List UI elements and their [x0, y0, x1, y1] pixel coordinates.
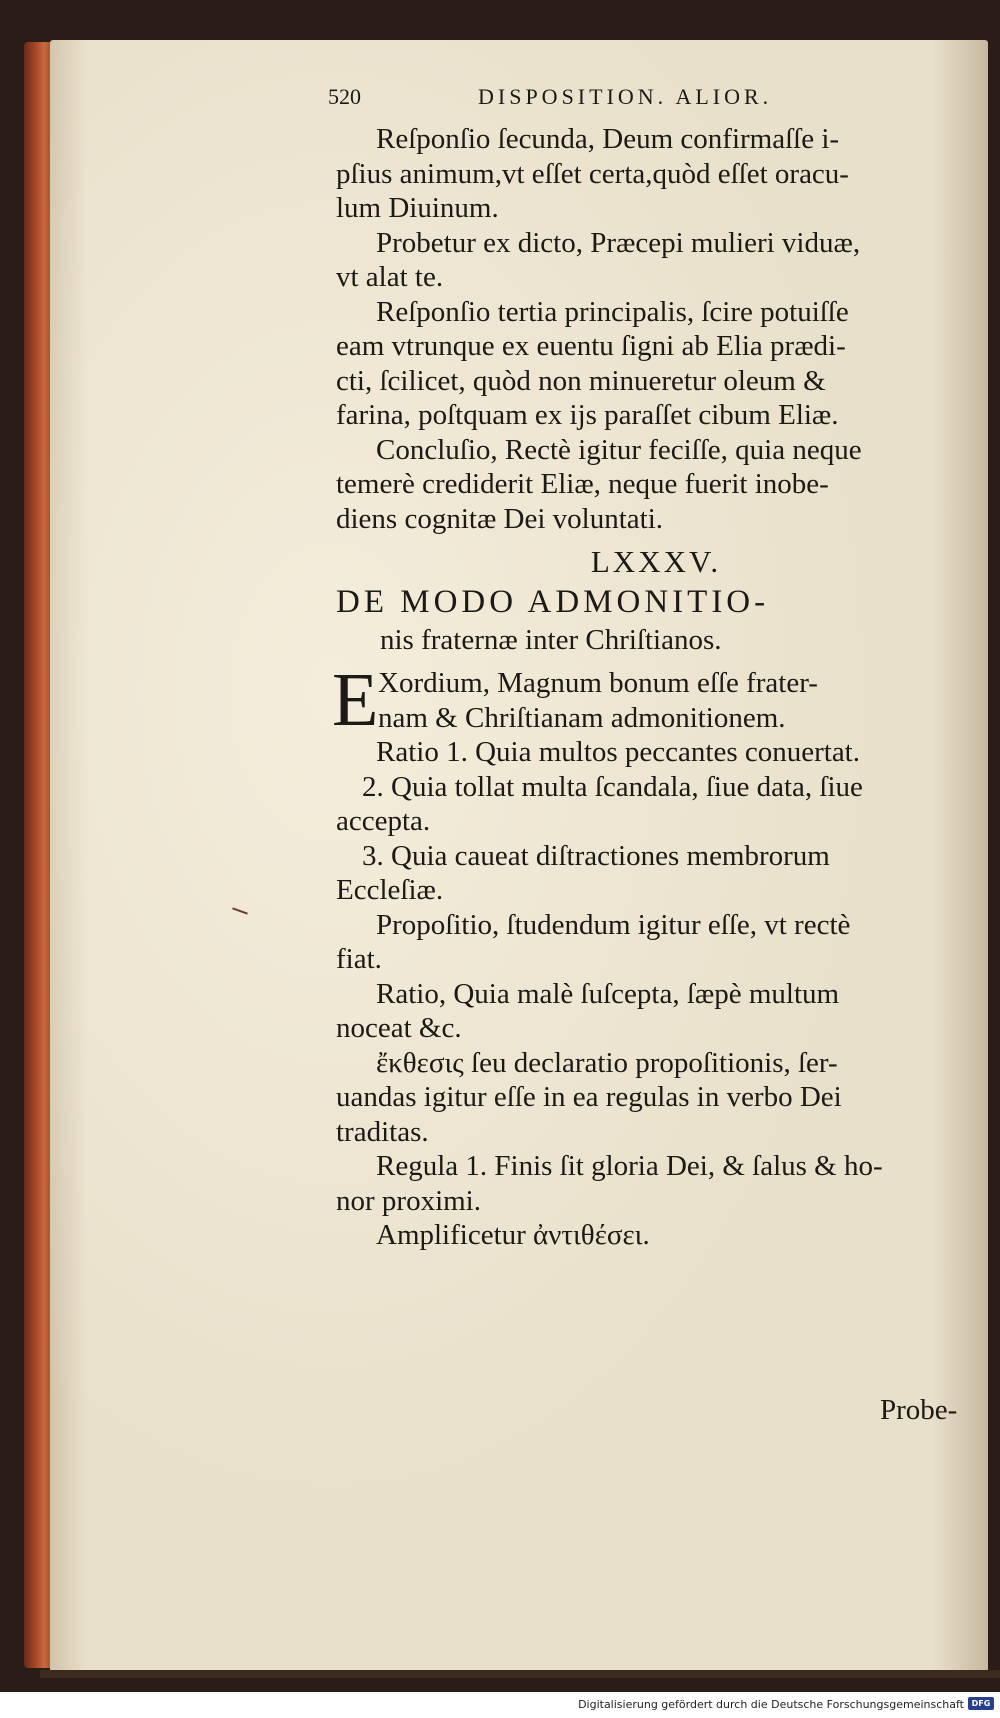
text-line: uandas igitur eſſe in ea regulas in verbo Dei	[336, 1081, 842, 1113]
paragraph	[336, 839, 976, 908]
text-line: cti, ſcilicet, quòd non minueretur oleum &	[336, 364, 826, 397]
page-number: 520	[328, 84, 361, 109]
paragraph	[336, 433, 976, 537]
drop-cap: E	[332, 658, 379, 742]
paragraph	[336, 735, 976, 770]
text-line: vt alat te.	[336, 261, 444, 293]
exordium-paragraph	[332, 658, 976, 742]
paragraph	[336, 770, 976, 839]
paragraph	[336, 1218, 976, 1253]
text-line: Concluſio, Rectè igitur feciſſe, quia neque	[376, 433, 862, 466]
text-line: Probetur ex dicto, Præcepi mulieri viduæ,	[376, 226, 861, 259]
text-line: diens cognitæ Dei voluntati.	[336, 502, 664, 535]
text-block	[332, 122, 976, 1253]
text-line: pſius animum,vt eſſet certa,quòd eſſet oracu-	[336, 157, 849, 190]
paragraph	[336, 908, 976, 977]
paragraph	[336, 295, 976, 433]
text-line: Ratio, Quia malè ſuſcepta, ſæpè multum	[376, 977, 840, 1010]
paragraph	[336, 1046, 976, 1150]
catchword: Probe-	[880, 1394, 958, 1426]
paragraph	[336, 977, 976, 1046]
text-line: Eccleſiæ.	[336, 874, 444, 906]
text-line: traditas.	[336, 1115, 429, 1148]
paragraph	[336, 226, 976, 295]
text-line: Regula 1. Finis ſit gloria Dei, & ſalus & ho-	[376, 1150, 883, 1182]
text-line: lum Diuinum.	[336, 192, 499, 224]
text-line: farina, poſtquam ex ijs paraſſet cibum Eliæ.	[336, 399, 839, 431]
section-number: LXXXV.	[590, 544, 722, 579]
dfg-logo-icon: DFG	[968, 1697, 994, 1710]
text-line: Xordium, Magnum bonum eſſe frater-	[378, 667, 818, 699]
text-line: fiat.	[336, 943, 382, 975]
text-line: nam & Chriſtianam admonitionem.	[378, 701, 786, 734]
text-line: 3. Quia caueat diſtractiones membrorum	[362, 839, 830, 872]
text-line: noceat &c.	[336, 1012, 462, 1044]
text-line: nor proximi.	[336, 1184, 481, 1217]
paragraph	[336, 122, 976, 226]
text-line: Ratio 1. Quia multos peccantes conuertat.	[376, 736, 860, 768]
text-line: Reſponſio ſecunda, Deum confirmaſſe i-	[376, 123, 840, 155]
paragraph	[336, 1149, 976, 1218]
page-header	[328, 80, 928, 110]
text-line: Amplificetur ἀντιθέσει.	[376, 1219, 650, 1251]
text-line: Reſponſio tertia principalis, ſcire potuiſſe	[376, 295, 849, 328]
text-line: 2. Quia tollat multa ſcandala, ſiue data, ſiue	[362, 770, 863, 803]
running-title: DISPOSITION. ALIOR.	[478, 84, 773, 109]
page-bottom-edge	[40, 1670, 1000, 1678]
footer-bar	[0, 1692, 1000, 1718]
section-subtitle: nis fraternæ inter Chriſtianos.	[380, 624, 722, 656]
text-line: temerè crediderit Eliæ, neque fuerit inobe-	[336, 468, 829, 500]
text-line: eam vtrunque ex euentu ſigni ab Elia prædi-	[336, 330, 846, 362]
text-line: Propoſitio, ſtudendum igitur eſſe, vt rectè	[376, 908, 851, 941]
footer-credit: Digitalisierung gefördert durch die Deutsche Forschungsgemeinschaft	[578, 1698, 964, 1711]
section-title: DE MODO ADMONITIO-	[336, 584, 770, 620]
text-line: accepta.	[336, 805, 431, 837]
text-line: ἔκθεσις ſeu declaratio propoſitionis, ſer-	[376, 1046, 838, 1079]
